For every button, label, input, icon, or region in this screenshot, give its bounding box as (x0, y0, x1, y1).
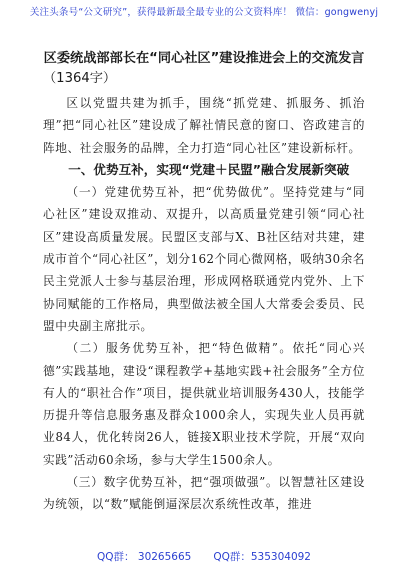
paragraph-party-building: （一）党建优势互补，把“优势做优”。坚持党建与“同心社区”建设双推动、双提升，以高质量党建引领“同心社区”建设高质量发展。民盟区支部与X、B社区结对共建，建成市首个“同心社区”，划分162个同心微网格，吸纳30余名民主党派人士参与基层治理，形成网格联通党内党外、上下协同赋能的工作格局，典型做法被全国人大常委会委员、民盟中央副主席批示。 (43, 185, 365, 333)
section-heading-1: 一、优势互补，实现“党建＋民盟”融合发展新突破 (68, 161, 350, 177)
paragraph-digital: （三）数字优势互补，把“强项做强”。以智慧社区建设为统领，以“数”赋能倒逼深层次系统性改革，推进 (43, 475, 365, 512)
qq-group-2: QQ群：535304092 (213, 551, 311, 563)
footer-contacts (0, 549, 408, 564)
document-body (43, 50, 365, 516)
qq-group-1: QQ群： 30265665 (97, 551, 192, 563)
intro-paragraph: 区以党盟共建为抓手，围绕“抓党建、抓服务、抓治理”把“同心社区”建设成了解社情民意的窗口、咨政建言的阵地、社会服务的品牌，全力打造“同心社区”建设新标杆。 (43, 96, 365, 155)
document-title: 区委统战部部长在“同心社区”建设推进会上的交流发言 (43, 51, 365, 66)
paragraph-service: （二）服务优势互补，把“特色做精”。依托“同心兴德”实践基地，建设“课程教学+基地实践+社会服务”全方位有人的“职社合作”项目，提供就业培训服务430人，技能学历提升等信息服务惠及群众1000余人，实现失业人员再就业84人，优化转岗26人，链接X职业技术学院，开展“双向实践”活动60余场，参与大学生1500余人。 (43, 341, 365, 467)
word-count: （1364字） (43, 71, 117, 86)
header-banner: 关注头条号“公文研究”，获得最新最全最专业的公文资料库！ 微信：gongwenyj (29, 7, 379, 18)
